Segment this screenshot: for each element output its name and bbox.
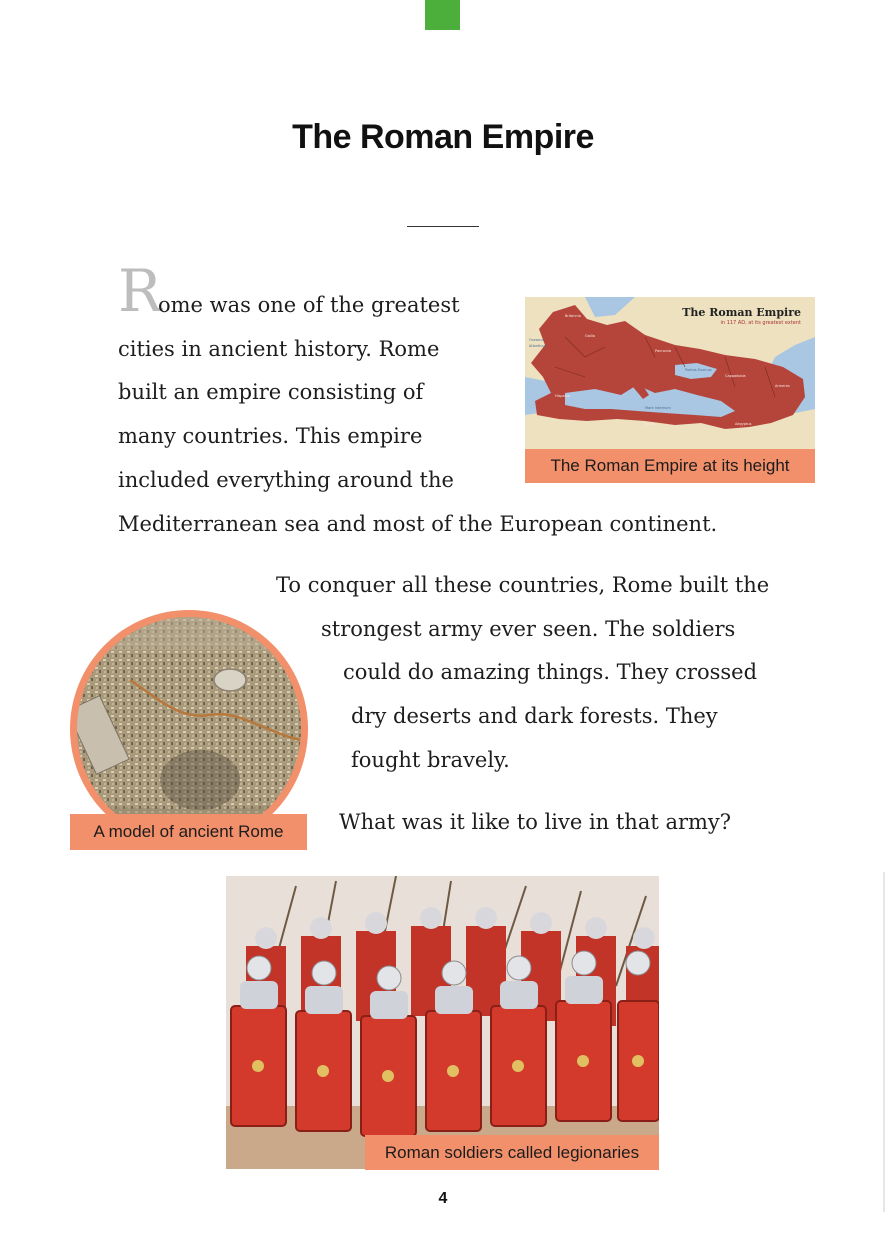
svg-text:Pannonia: Pannonia	[655, 349, 672, 353]
page-number: 4	[438, 1190, 448, 1207]
svg-text:Britannia: Britannia	[565, 314, 581, 318]
svg-text:Cappadocia: Cappadocia	[725, 374, 746, 378]
army-line-5: fought bravely.	[351, 748, 510, 772]
svg-text:Atlanticus: Atlanticus	[529, 344, 547, 348]
intro-line-4: many countries. This empire	[118, 424, 423, 448]
svg-text:Aegyptus: Aegyptus	[735, 422, 752, 426]
page-title: The Roman Empire	[292, 118, 594, 156]
army-line-2: strongest army ever seen. The soldiers	[321, 617, 736, 641]
chapter-tab	[425, 0, 460, 30]
svg-text:Hispania: Hispania	[555, 394, 571, 398]
army-line-3: could do amazing things. They crossed	[343, 660, 758, 684]
roman-empire-map	[525, 297, 815, 450]
svg-text:Pontus Euxinus: Pontus Euxinus	[685, 368, 712, 372]
intro-line-6: Mediterranean sea and most of the European continent.	[118, 512, 718, 536]
rome-model-photo	[70, 610, 308, 848]
intro-line-3: built an empire consisting of	[118, 380, 424, 404]
legionaries-illustration	[226, 876, 659, 1169]
page-edge	[883, 872, 885, 1212]
army-line-1: To conquer all these countries, Rome built the	[276, 573, 770, 597]
rome-model-illustration	[70, 610, 308, 848]
svg-text:Africa: Africa	[645, 422, 655, 426]
map-subheading: in 117 AD, at its greatest extent	[720, 320, 801, 326]
model-caption: A model of ancient Rome	[70, 814, 307, 850]
svg-text:Oceanus: Oceanus	[529, 338, 545, 342]
army-line-4: dry deserts and dark forests. They	[351, 704, 718, 728]
army-question: What was it like to live in that army?	[339, 810, 732, 834]
legionaries-caption: Roman soldiers called legionaries	[365, 1135, 659, 1170]
map-caption: The Roman Empire at its height	[525, 449, 815, 483]
svg-text:Armenia: Armenia	[775, 384, 790, 388]
intro-line-1: ome was one of the greatest	[158, 293, 460, 317]
intro-line-5: included everything around the	[118, 468, 454, 492]
svg-text:Mare Internum: Mare Internum	[645, 406, 671, 410]
title-divider	[407, 226, 479, 227]
drop-cap: R	[118, 257, 162, 325]
legionaries-photo	[226, 876, 659, 1169]
intro-line-2: cities in ancient history. Rome	[118, 337, 440, 361]
map-heading: The Roman Empire	[682, 306, 801, 319]
svg-text:Gallia: Gallia	[585, 334, 595, 338]
